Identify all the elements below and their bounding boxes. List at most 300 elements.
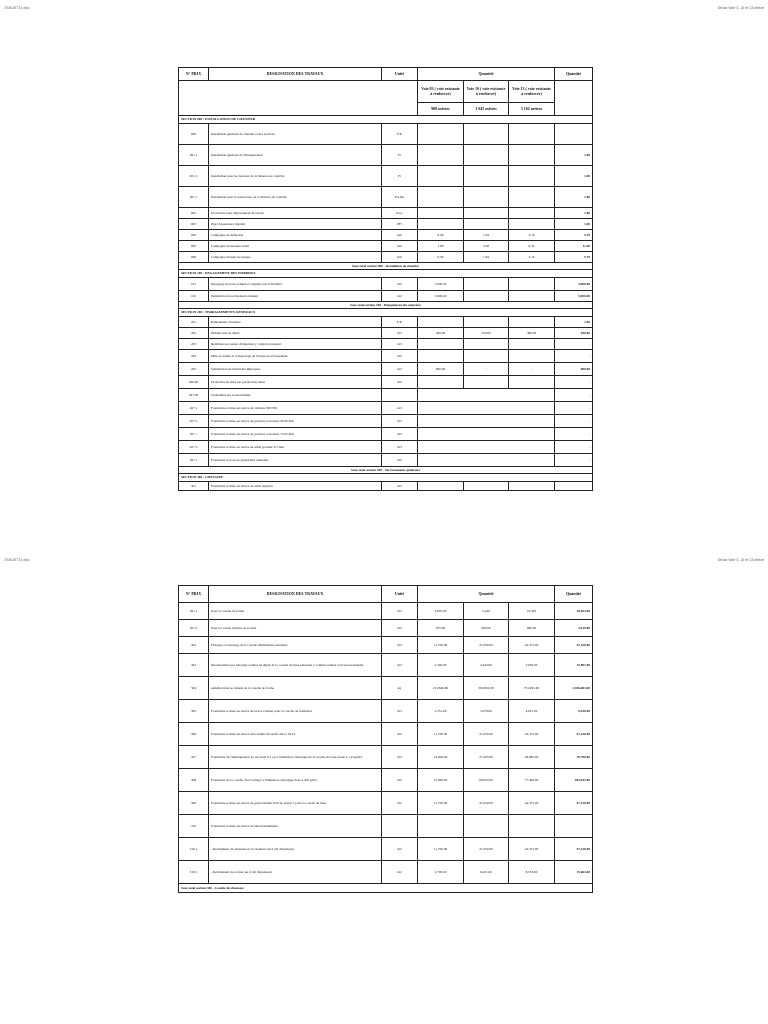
section-title: SECTION 000 : INSTALLATION DE CHANTIER (179, 116, 593, 124)
total-cell: 1.00 (555, 145, 593, 166)
voie10-cell: 3,078.00 (464, 700, 509, 723)
voie03-cell (418, 124, 464, 145)
unite-cell (382, 815, 418, 838)
prix-cell: 002 (179, 208, 209, 219)
voie10-cell (464, 219, 509, 230)
subtotal-label: Sous total section 300 - Couche de chaussée (179, 884, 593, 893)
prix-cell: 202 (179, 328, 209, 339)
total-cell: 9,450.00 (555, 700, 593, 723)
section-row (179, 116, 593, 124)
total-cell: - (555, 402, 593, 415)
designation-cell: Campagne d'essais de plaque (209, 252, 382, 263)
table-row (179, 482, 593, 491)
table-row (179, 428, 593, 441)
section-title: SECTION 300 : CHAUSSEE (179, 474, 593, 482)
unite-cell: m2 (382, 454, 418, 467)
prix-cell: 204 (179, 350, 209, 363)
prix-cell: 207 e (179, 454, 209, 467)
total-cell: 18,833.00 (555, 603, 593, 620)
prix-cell: 310 (179, 815, 209, 838)
page2-header-right: Ghost Voie 3, 10 et 13 mtrice (717, 558, 764, 562)
designation-cell: Protection de talus par perrés maçonnés (209, 376, 382, 389)
voie10-cell: 6,431.00 (464, 861, 509, 884)
unite-cell: Ft (382, 166, 418, 187)
total-cell: - (555, 454, 593, 467)
quantity-merged-cell (418, 389, 555, 402)
voie10-cell (464, 376, 509, 389)
page1-file-name: 7040JS7T2.xlsx (4, 6, 30, 10)
designation-cell: Campagne de mesures d'uni (209, 241, 382, 252)
table-row (179, 328, 593, 339)
total-cell: 5.70 (555, 252, 593, 263)
voie13-cell (509, 317, 555, 328)
unite-cell: m2 (382, 769, 418, 792)
unite-cell: m3 (382, 654, 418, 677)
unite-cell: P.u.s (382, 208, 418, 219)
voie03-cell (418, 208, 464, 219)
voie03-cell: 1.80 (418, 241, 464, 252)
voie10-cell (464, 291, 509, 302)
designation-cell: Installation générale de l'Entrepreneur (209, 145, 382, 166)
voie10-cell: - (464, 363, 509, 376)
voie13-cell: 4,021.00 (509, 700, 555, 723)
total-cell: 1.00 (555, 219, 593, 230)
total-cell: 1.00 (555, 187, 593, 208)
table-row (179, 637, 593, 654)
table-row (179, 252, 593, 263)
voie03-cell (418, 145, 464, 166)
voie10-cell: 990.00 (464, 620, 509, 637)
table-row (179, 769, 593, 792)
prix-cell: 206.00 (179, 376, 209, 389)
designation-cell: Traitement des zones humide (209, 389, 382, 402)
voie13-cell: 3.16 (509, 252, 555, 263)
subtotal-row (179, 302, 593, 309)
voie03-cell (418, 376, 464, 389)
table-row (179, 230, 593, 241)
designation-cell: - Revêtement de chaussée et accotement sur 6 cm d'épaisseur (209, 838, 382, 861)
designation-cell: Fourniture et mise en œuvre de Grave Ciment pour la couche de fondation (209, 700, 382, 723)
prix-cell: 303 (179, 654, 209, 677)
quantity-merged-cell (418, 402, 555, 415)
voie03-cell: 200.00 (418, 328, 464, 339)
unite-cell: m3 (382, 482, 418, 491)
total-cell: - (555, 441, 593, 454)
voie13-cell (509, 291, 555, 302)
quantity-merged-cell (418, 454, 555, 467)
table-row (179, 339, 593, 350)
col-prix: N° PRIX (179, 586, 209, 603)
prix-cell: 207.00 (179, 389, 209, 402)
prix-cell: 006 (179, 252, 209, 263)
voie13-cell (509, 815, 555, 838)
designation-cell: Fourniture de l'imprégnation au cut back 0/1 ou à l'émulsion cationique de la couche de base dosée à 1,2 kg/m2 (209, 746, 382, 769)
voie03-cell: 675.00 (418, 620, 464, 637)
designation-cell: Fourniture de la couche d'accrochage à l'émulsion cationique dosé à 450 g/m2 (209, 769, 382, 792)
section-row (179, 309, 593, 317)
col-voie13: Voie 13 ( voie existante à renforcer) (509, 81, 555, 103)
total-cell: 1,356,683.00 (555, 677, 593, 700)
unite-cell: m2 (382, 838, 418, 861)
total-cell (555, 815, 593, 838)
voie13-cell: 24,372.00 (509, 723, 555, 746)
prix-cell: 207 a (179, 402, 209, 415)
voie13-cell: 3.16 (509, 230, 555, 241)
total-cell: 57,126.00 (555, 792, 593, 815)
table-row (179, 792, 593, 815)
voie13-cell: 24,372.00 (509, 792, 555, 815)
voie10-cell (464, 815, 509, 838)
voie03-cell: 14,400.00 (418, 746, 464, 769)
table-row (179, 350, 593, 363)
designation-cell: Amélioration au ciment de la couche de forme (209, 677, 382, 700)
col-quantite-total: Quantité (555, 586, 593, 603)
voie13-cell: 24,372.00 (509, 838, 555, 861)
table-row (179, 166, 593, 187)
designation-cell: Fourniture et mise en œuvre de sable argileux (209, 482, 382, 491)
voie03-cell: 0.90 (418, 252, 464, 263)
designation-cell: Fraisage ou rabotage de la couche bitumineuse existante (209, 637, 382, 654)
col-quantite: Quantité (418, 586, 555, 603)
quantity-merged-cell (418, 428, 555, 441)
total-cell: 900.00 (555, 363, 593, 376)
voie10-cell: 21,050.00 (464, 637, 509, 654)
unite-cell: m3 (382, 339, 418, 350)
table-row (179, 278, 593, 291)
prix-cell: 001 c (179, 187, 209, 208)
designation-cell: Déblais mis en dépôt (209, 328, 382, 339)
voie13-cell: - (509, 363, 555, 376)
quantity-merged-cell (418, 441, 555, 454)
quantity-merged-cell (418, 415, 555, 428)
voie03-cell (418, 339, 464, 350)
subtotal-row (179, 467, 593, 474)
voie13-cell: 380.00 (509, 328, 555, 339)
designation-cell: Installation pour les bureaux de la mission de contrôle (209, 166, 382, 187)
prix-cell: 000 (179, 124, 209, 145)
prix-cell: 101 (179, 278, 209, 291)
designation-cell: - Revêtement de trottoir sur 4 cm d'épaisseur (209, 861, 382, 884)
table-row (179, 746, 593, 769)
voie10-cell (464, 166, 509, 187)
table-row (179, 376, 593, 389)
designation-cell: Décapage de terre polluée et végétale sur 0.20 mètre (209, 278, 382, 291)
table-row (179, 723, 593, 746)
voie10-cell (464, 124, 509, 145)
voie10-cell (464, 317, 509, 328)
unite-cell: m3 (382, 363, 418, 376)
voie03-cell: 1,351.00 (418, 700, 464, 723)
voie13-cell: 77,449.00 (509, 769, 555, 792)
col-voie10: Voie 10 ( voie existante à renforcer) (464, 81, 509, 103)
designation-cell: Installation pour le laboratoire de la mission de contrôle (209, 187, 382, 208)
prix-cell: 304 (179, 677, 209, 700)
unite-cell: m2 (382, 278, 418, 291)
total-cell: - (555, 389, 593, 402)
unite-cell: m3 (382, 402, 418, 415)
table-row (179, 208, 593, 219)
unite-cell: m3 (382, 441, 418, 454)
voie03-cell: 11,700.00 (418, 723, 464, 746)
table-row (179, 603, 593, 620)
total-cell: 15,891.00 (555, 654, 593, 677)
table-row (179, 441, 593, 454)
voie10-cell: 1.64 (464, 230, 509, 241)
quantities-table-page2 (178, 585, 593, 893)
table-row (179, 124, 593, 145)
voie10-cell (464, 339, 509, 350)
table-row (179, 677, 593, 700)
prix-cell: 302 (179, 637, 209, 654)
voie13-cell (509, 376, 555, 389)
designation-cell: Fourniture et pose de géotextiles drainants (209, 454, 382, 467)
table-row (179, 317, 593, 328)
voie03-cell (418, 350, 464, 363)
unite-cell: Ft (382, 145, 418, 166)
subtotal-row (179, 884, 593, 893)
prix-cell: 305 (179, 700, 209, 723)
col-unite: Unité (382, 586, 418, 603)
voie03-cell: 5,900.00 (418, 291, 464, 302)
voie03-cell: 0.90 (418, 230, 464, 241)
prix-cell: 207 b (179, 415, 209, 428)
voie13-cell: 6.32 (509, 241, 555, 252)
voie10-cell (464, 278, 509, 291)
designation-cell: Fourniture et mise en œuvre de sable grossier 2/5 mm (209, 441, 382, 454)
voie10-cell: 21,050.00 (464, 723, 509, 746)
table-row (179, 620, 593, 637)
len-voie03: 900 mètres (418, 103, 464, 116)
voie13-cell (509, 350, 555, 363)
total-cell: 2,619.00 (555, 620, 593, 637)
voie13-cell: 751,991.00 (509, 677, 555, 700)
total-cell: 15,664.00 (555, 861, 593, 884)
unite-cell: F/E (382, 124, 418, 145)
voie13-cell (509, 219, 555, 230)
prix-cell: 309 (179, 792, 209, 815)
unite-cell: kg (382, 677, 418, 700)
unite-cell: m2 (382, 376, 418, 389)
designation-cell: Remblais provenant d'emprunts y compris transport (209, 339, 382, 350)
prix-cell: 004 (179, 230, 209, 241)
voie10-cell: 1.64 (464, 252, 509, 263)
voie10-cell: 3.28 (464, 241, 509, 252)
voie13-cell (509, 187, 555, 208)
designation-cell: Démolition du revêtement existant (209, 291, 382, 302)
prix-cell: 005 (179, 241, 209, 252)
voie10-cell: 5,429 (464, 603, 509, 620)
col-unite: Unité (382, 68, 418, 81)
table-row (179, 838, 593, 861)
designation-cell: Plan d'Assurance Qualité (209, 219, 382, 230)
unite-cell: m3 (382, 415, 418, 428)
prix-cell: 310 b (179, 861, 209, 884)
total-cell (555, 124, 593, 145)
designation-cell: Fourniture et mise en œuvre de grave bitume 0/20 de classe 3 pour la couche de base (209, 792, 382, 815)
total-cell: - (555, 376, 593, 389)
voie03-cell: 5,000.00 (418, 278, 464, 291)
table-row (179, 187, 593, 208)
unite-cell: m3 (382, 428, 418, 441)
unite-cell: km (382, 241, 418, 252)
voie13-cell: 8,533.00 (509, 861, 555, 884)
col-designation: DESIGNATION DES TRAVAUX (209, 586, 382, 603)
voie03-cell: 11,700.00 (418, 838, 464, 861)
table-row (179, 389, 593, 402)
designation-cell: Fourniture et mise en œuvre de graviers concassés 20/50 mm (209, 415, 382, 428)
col-prix: N° PRIX (179, 68, 209, 81)
voie03-cell: 57,600.00 (418, 769, 464, 792)
voie03-cell: 213,840.00 (418, 677, 464, 700)
total-cell: 57,126.00 (555, 637, 593, 654)
voie13-cell: 3,659.00 (509, 654, 555, 677)
designation-cell: Décaissement par rabotage et mise en dépôt de la couche de base existante y compris remise à niveau éventuelle (209, 654, 382, 677)
col-voie03: Voie 03 ( voie existante à renforcer) (418, 81, 464, 103)
unite-cell: m3 (382, 603, 418, 620)
total-cell: 11.40 (555, 241, 593, 252)
voie03-cell: 11,700.00 (418, 792, 464, 815)
voie13-cell: 990.00 (509, 620, 555, 637)
unite-cell: m3 (382, 328, 418, 339)
unite-cell (382, 389, 418, 402)
voie13-cell: 28,985.00 (509, 746, 555, 769)
table-row (179, 700, 593, 723)
prix-cell: 001 b (179, 166, 209, 187)
voie10-cell: 21,050.00 (464, 792, 509, 815)
designation-cell: Pour la couche d'assise de trottoir (209, 620, 382, 637)
table-row (179, 815, 593, 838)
voie13-cell: 10,435 (509, 603, 555, 620)
total-cell: - (555, 428, 593, 441)
col-quantite: Quantité (418, 68, 555, 81)
designation-cell: Provisions pour déplacement de réseau (209, 208, 382, 219)
page1-header-right: Ghost Voie 3, 10 et 13 mtrice (717, 6, 764, 10)
voie13-cell (509, 208, 555, 219)
section-row (179, 474, 593, 482)
designation-cell: Fourniture et mise en œuvre de graviers concassés 15/25 mm (209, 428, 382, 441)
unite-cell: m2 (382, 861, 418, 884)
voie13-cell (509, 145, 555, 166)
total-cell: 930.00 (555, 328, 593, 339)
unite-cell: Forfait (382, 187, 418, 208)
table-row (179, 861, 593, 884)
voie13-cell: 24,372.00 (509, 637, 555, 654)
voie10-cell: 350.00 (464, 328, 509, 339)
prix-cell: 306 (179, 723, 209, 746)
designation-cell: Campagne de déflexion (209, 230, 382, 241)
voie03-cell (418, 815, 464, 838)
voie03-cell (418, 317, 464, 328)
prix-cell: 001 a (179, 145, 209, 166)
prix-cell: 003 (179, 219, 209, 230)
voie10-cell: 27,405.00 (464, 746, 509, 769)
table-row (179, 415, 593, 428)
voie03-cell: 2,700.00 (418, 861, 464, 884)
unite-cell: m2 (382, 723, 418, 746)
table-row (179, 291, 593, 302)
unite-cell: m2 (382, 746, 418, 769)
table-row (179, 241, 593, 252)
voie10-cell: 390,852.00 (464, 677, 509, 700)
designation-cell: Substitution de matériaux impropres (209, 363, 382, 376)
total-cell: 70,790.00 (555, 746, 593, 769)
unite-cell: m2 (382, 350, 418, 363)
designation-cell: Fourniture et mise en œuvre d'un enduit bicouche 4/6 et 10/14 (209, 723, 382, 746)
section-title: SECTION 200 : TERRASSEMENTS GENERAUX (179, 309, 593, 317)
table-row (179, 219, 593, 230)
total-cell: - (555, 339, 593, 350)
unite-cell: m2 (382, 291, 418, 302)
prix-cell: 207 d (179, 441, 209, 454)
voie03-cell (418, 219, 464, 230)
total-cell: 1.00 (555, 317, 593, 328)
voie03-cell: 2,970.00 (418, 603, 464, 620)
prix-cell: 307 (179, 746, 209, 769)
prix-cell: 301 b (179, 620, 209, 637)
section-title: SECTION 100 : DEGAGEMENT DES EMPRISES (179, 270, 593, 278)
designation-cell: Pour la couche de forme (209, 603, 382, 620)
subtotal-row (179, 263, 593, 270)
table-row (179, 454, 593, 467)
prix-cell: 308 (179, 769, 209, 792)
total-cell (555, 482, 593, 491)
len-voie13: 3 162 mètres (509, 103, 555, 116)
voie13-cell (509, 278, 555, 291)
len-voie10: 1 645 mètres (464, 103, 509, 116)
prix-cell: 201 (179, 317, 209, 328)
voie10-cell (464, 208, 509, 219)
voie10-cell: 69,955.00 (464, 769, 509, 792)
total-cell: 57,126.00 (555, 723, 593, 746)
voie13-cell (509, 166, 555, 187)
voie10-cell (464, 482, 509, 491)
table-row (179, 402, 593, 415)
voie03-cell: 11,700.00 (418, 637, 464, 654)
page2-file-name: 7040JS7T2.xlsx (4, 558, 30, 562)
subtotal-label: Sous total section 200 - Terrassements généraux (179, 467, 593, 474)
total-cell: 5.70 (555, 230, 593, 241)
subtotal-label: Sous total section 100 - Dégagement des emprises (179, 302, 593, 309)
col-quantite-total: Quantité (555, 68, 593, 81)
prix-cell: 301 a (179, 603, 209, 620)
section-row (179, 270, 593, 278)
table-row (179, 363, 593, 376)
voie03-cell: 2,340.00 (418, 654, 464, 677)
designation-cell: Fourniture et mise en œuvre de béton bitumineux (209, 815, 382, 838)
unite-cell: F/E (382, 317, 418, 328)
total-cell: - (555, 350, 593, 363)
voie03-cell (418, 166, 464, 187)
prix-cell: 310 a (179, 838, 209, 861)
voie13-cell (509, 339, 555, 350)
voie13-cell (509, 482, 555, 491)
designation-cell: Fourniture et mise en œuvre de cailloux 500/700 (209, 402, 382, 415)
prix-cell: 205 (179, 363, 209, 376)
voie13-cell (509, 124, 555, 145)
subtotal-label: Sous total section 000 - installation de chantier (179, 263, 593, 270)
voie10-cell (464, 145, 509, 166)
designation-cell: Installation générale de chantier et des services (209, 124, 382, 145)
unite-cell: km (382, 252, 418, 263)
table-row (179, 654, 593, 677)
col-designation: DESIGNATION DES TRAVAUX (209, 68, 382, 81)
unite-cell: km (382, 230, 418, 241)
quantities-table-page1 (178, 67, 593, 491)
unite-cell: m2 (382, 637, 418, 654)
total-cell: 5,000.00 (555, 278, 593, 291)
voie03-cell: 900.00 (418, 363, 464, 376)
total-cell: 5,900.00 (555, 291, 593, 302)
